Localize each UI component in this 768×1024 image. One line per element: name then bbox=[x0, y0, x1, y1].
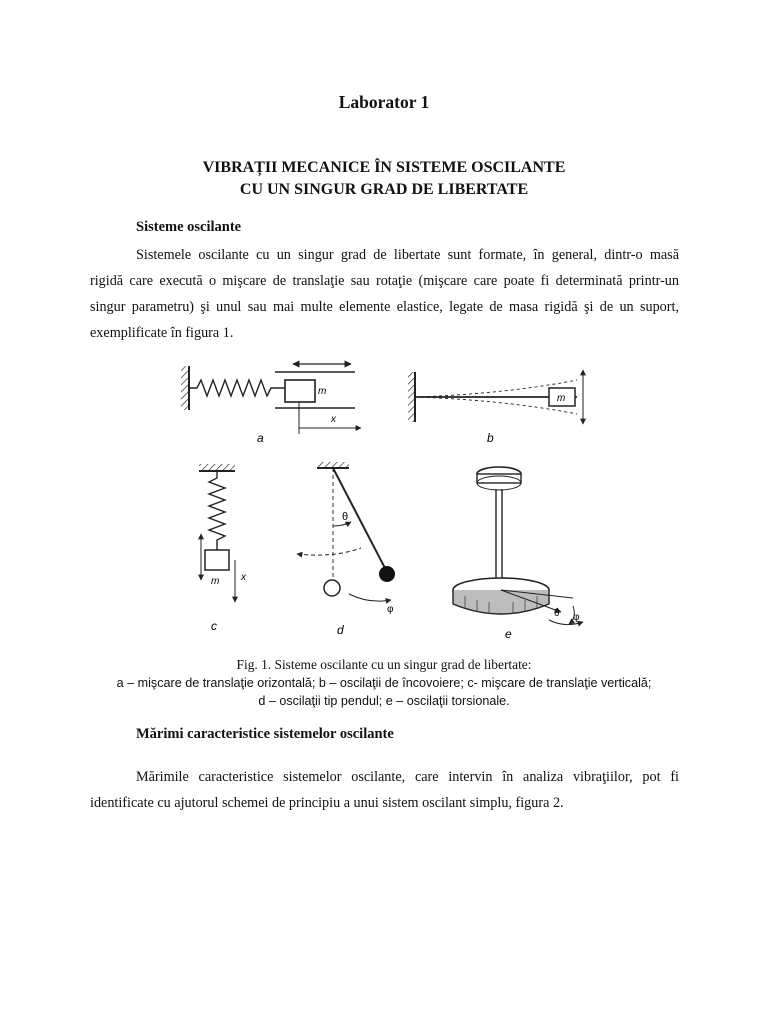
panel-label-e: e bbox=[505, 627, 512, 641]
theta-label-d: θ bbox=[342, 511, 349, 523]
ceiling-support-c bbox=[199, 464, 235, 471]
panel-label-d: d bbox=[337, 623, 344, 637]
caption-line-3: d – oscilaţii tip pendul; e – oscilaţii torsionale. bbox=[258, 694, 510, 708]
mass-a bbox=[285, 380, 315, 402]
phi-label-d: φ bbox=[387, 604, 394, 615]
pendulum-bob bbox=[379, 566, 395, 582]
spring-c bbox=[209, 471, 225, 550]
paragraph-characteristics bbox=[90, 764, 679, 816]
lab-title: Laborator 1 bbox=[338, 92, 430, 112]
mass-label-a: m bbox=[318, 386, 327, 397]
panel-b-bending-oscillation bbox=[408, 370, 583, 445]
paragraph-line: rigidă care execută o mişcare de translaţie sau rotaţie (mişcare care poate fi determinată printr-un bbox=[90, 273, 679, 289]
caption-line-2: a – mişcare de translaţie orizontală; b – oscilaţii de încovoiere; c- mişcare de translaţie verticală; bbox=[116, 676, 652, 690]
phi-label-e: φ bbox=[573, 612, 580, 623]
mass-label-b: m bbox=[557, 393, 566, 404]
mass-label-c: m bbox=[211, 576, 220, 587]
phi-arrow-d bbox=[349, 594, 391, 601]
panel-label-a: a bbox=[257, 431, 264, 445]
paragraph-line: exemplificate în figura 1. bbox=[90, 325, 234, 341]
panel-label-c: c bbox=[211, 619, 217, 633]
section-heading-marimi-caracteristice: Mărimi caracteristice sistemelor oscilante bbox=[136, 726, 394, 742]
caption-line-1: Fig. 1. Sisteme oscilante cu un singur grad de libertate: bbox=[236, 657, 532, 672]
spring-a bbox=[189, 380, 285, 396]
paragraph-intro bbox=[90, 242, 679, 346]
main-title-line-2: CU UN SINGUR GRAD DE LIBERTATE bbox=[239, 181, 529, 198]
mass-c bbox=[205, 550, 229, 570]
paragraph-line: Mărimile caracteristice sistemelor oscilante, care intervin în analiza vibraţiilor, pot fi bbox=[136, 769, 679, 785]
x-label-a: x bbox=[331, 414, 336, 425]
wall-support-b bbox=[408, 372, 415, 422]
main-title-line-1: VIBRAȚII MECANICE ÎN SISTEME OSCILANTE bbox=[202, 159, 566, 176]
pendulum-rest-position bbox=[324, 580, 340, 596]
figure-1-caption bbox=[40, 656, 728, 710]
paragraph-line: Sistemele oscilante cu un singur grad de libertate sunt formate, în general, dintr-o masă bbox=[136, 247, 679, 263]
panel-a-horizontal-translation bbox=[181, 364, 361, 445]
main-title bbox=[0, 157, 768, 201]
panel-c-vertical-translation bbox=[199, 464, 247, 633]
wall-support-a bbox=[181, 366, 189, 410]
panel-d-pendulum bbox=[297, 462, 395, 637]
panel-e-torsional-oscillation bbox=[453, 467, 583, 641]
x-label-c: x bbox=[241, 572, 246, 583]
figure-1-drawing bbox=[165, 358, 615, 644]
theta-label-e: θ bbox=[554, 608, 560, 619]
figure-1 bbox=[165, 358, 615, 644]
paragraph-line: identificate cu ajutorul schemei de principiu a unui sistem oscilant simplu, figura 2. bbox=[90, 795, 564, 811]
section-heading-sisteme-oscilante: Sisteme oscilante bbox=[136, 219, 242, 235]
paragraph-line: singur parametru) şi unul sau mai multe elemente elastice, legate de masa rigidă şi de un suport, bbox=[90, 299, 679, 315]
panel-label-b: b bbox=[487, 431, 494, 445]
